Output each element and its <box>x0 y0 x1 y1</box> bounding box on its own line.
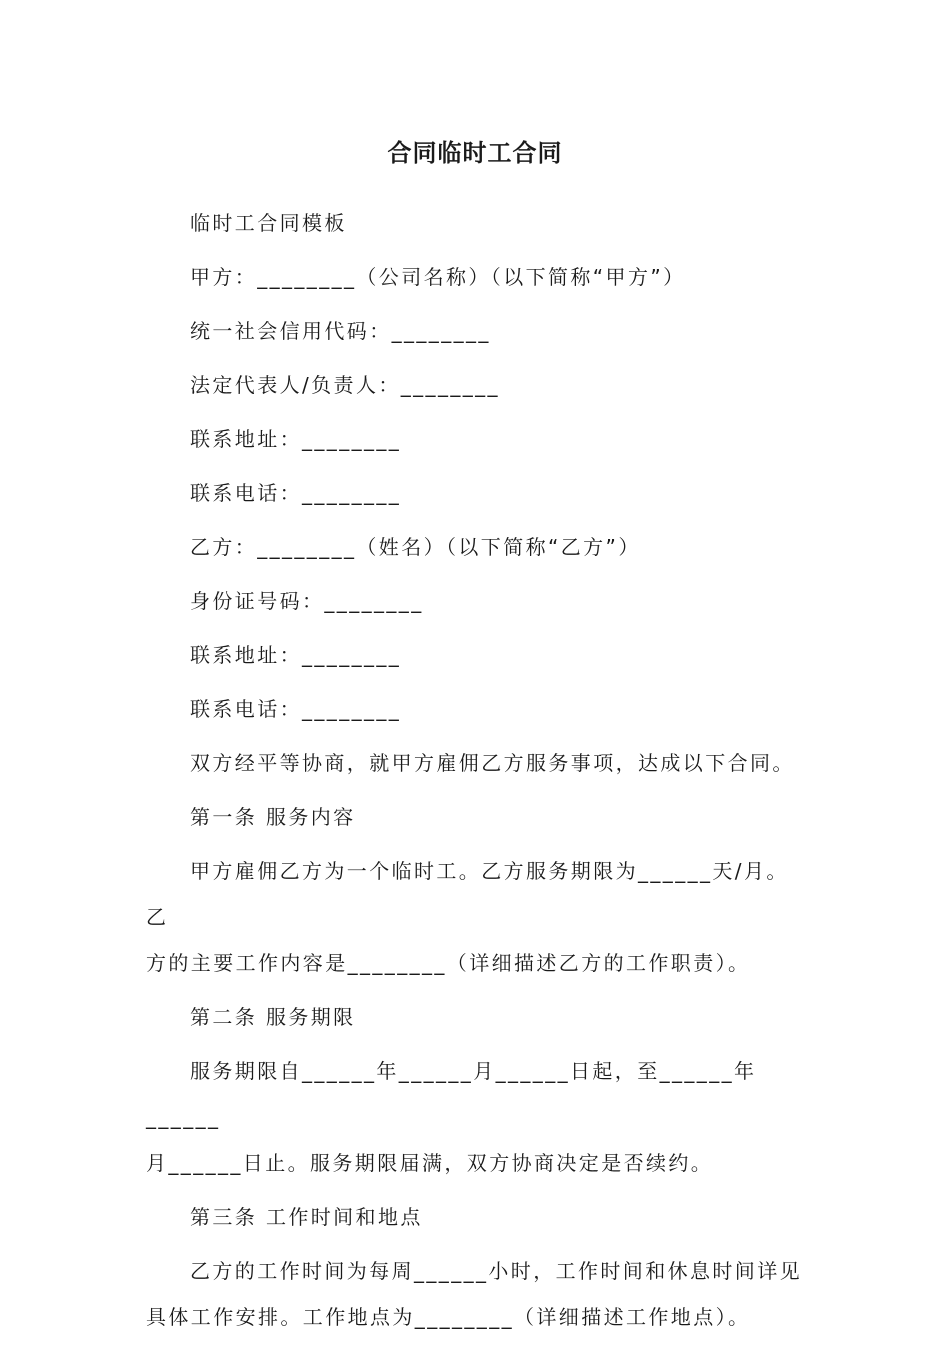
template-heading: 临时工合同模板 <box>190 211 347 235</box>
article-3-line-1: 乙方的工作时间为每周______小时，工作时间和休息时间详见 <box>190 1259 802 1283</box>
agreement-intro: 双方经平等协商，就甲方雇佣乙方服务事项，达成以下合同。 <box>190 751 795 775</box>
credit-code-line: 统一社会信用代码：________ <box>190 319 491 343</box>
party-b-phone-line: 联系电话：________ <box>190 697 402 721</box>
article-3-line-2: 具体工作安排。工作地点为________（详细描述工作地点）。 <box>146 1305 751 1329</box>
article-2-body <box>146 1048 806 1186</box>
document-title: 合同临时工合同 <box>387 139 563 167</box>
article-1-line-1: 甲方雇佣乙方为一个临时工。乙方服务期限为______天/月。乙 <box>146 859 789 929</box>
article-1-line-2: 方的主要工作内容是________（详细描述乙方的工作职责）。 <box>146 951 751 975</box>
article-2-heading: 第二条 服务期限 <box>190 1005 356 1029</box>
party-a-phone-line: 联系电话：________ <box>190 481 402 505</box>
article-2-line-1: 服务期限自______年______月______日起，至______年______ <box>146 1059 757 1129</box>
article-2-line-2: 月______日止。服务期限届满，双方协商决定是否续约。 <box>146 1151 714 1175</box>
article-1-body <box>146 848 806 986</box>
party-b-line: 乙方：________（姓名）（以下简称“乙方”） <box>190 535 641 559</box>
legal-rep-line: 法定代表人/负责人：________ <box>190 373 500 397</box>
article-1-heading: 第一条 服务内容 <box>190 805 356 829</box>
id-number-line: 身份证号码：________ <box>190 589 424 613</box>
document-body <box>146 200 806 1348</box>
party-b-address-line: 联系地址：________ <box>190 643 402 667</box>
party-a-line: 甲方：________（公司名称）（以下简称“甲方”） <box>190 265 686 289</box>
article-3-body <box>146 1248 806 1340</box>
party-a-address-line: 联系地址：________ <box>190 427 402 451</box>
article-3-heading: 第三条 工作时间和地点 <box>190 1205 423 1229</box>
